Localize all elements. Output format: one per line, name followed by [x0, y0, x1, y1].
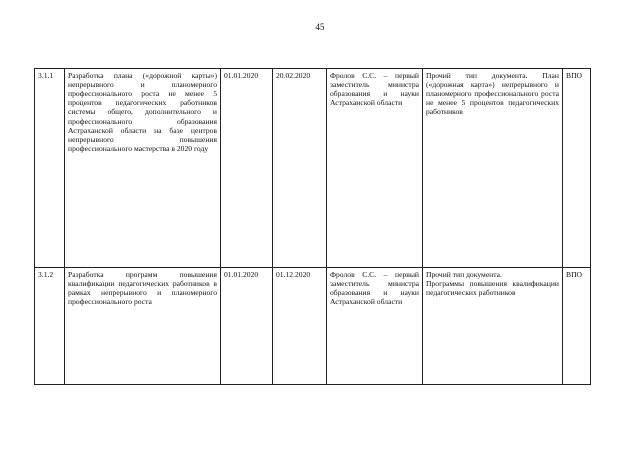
end-date: 01.12.2020 [273, 268, 327, 385]
expected-result: Прочий тип документа. План («дорожная карта») непрерывного и планомерного профессионального роста не менее 5 процентов педагогических работников [423, 69, 563, 268]
activity-description: Разработка программ повышения квалификации педагогических работников в рамках непрерывного и планомерного профессионального роста [65, 268, 221, 385]
end-date: 20.02.2020 [273, 69, 327, 268]
control-level: ВПО [563, 69, 591, 268]
table-row [35, 69, 591, 268]
result-line: Прочий тип документа. [426, 270, 502, 279]
control-level: ВПО [563, 268, 591, 385]
row-number: 3.1.1 [35, 69, 65, 268]
expected-result [423, 268, 563, 385]
activity-description: Разработка плана («дорожной карты») непрерывного и планомерного профессионального роста не менее 5 процентов педагогических работников системы общего, дополнительного и профессионального образования Астраханской области на базе центров непрерывного повышения профессионального мастерства в 2020 году [65, 69, 221, 268]
start-date: 01.01.2020 [221, 268, 273, 385]
result-line: Программы повышения квалификации педагогических работников [426, 279, 559, 298]
table-row [35, 268, 591, 385]
row-number: 3.1.2 [35, 268, 65, 385]
responsible-person: Фролов С.С. – первый заместитель министра образования и науки Астраханской области [327, 268, 423, 385]
start-date: 01.01.2020 [221, 69, 273, 268]
page-number: 45 [315, 22, 325, 32]
responsible-person: Фролов С.С. – первый заместитель министра образования и науки Астраханской области [327, 69, 423, 268]
plan-table [34, 68, 591, 385]
